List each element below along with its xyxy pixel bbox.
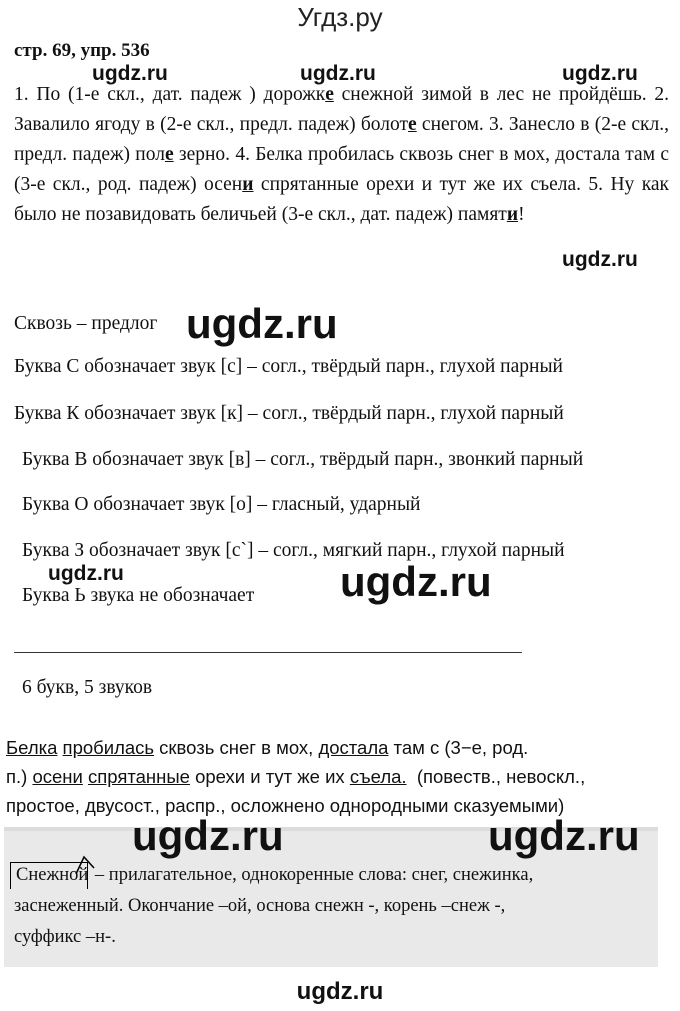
letter-sound-count: 6 букв, 5 звуков: [22, 677, 153, 698]
footer-watermark: ugdz.ru: [296, 978, 384, 1005]
watermark: ugdz.ru: [48, 562, 124, 585]
morpheme-marked-word: Снежной: [14, 860, 90, 891]
watermark: ugdz.ru: [488, 812, 640, 859]
word-analysis: Снежной – прилагательное, однокоренные слова: снег, снежинка, заснеженный. Окончание –ой, основа снежн -, корень –снеж -, суффикс –н-.: [14, 860, 634, 953]
phonetic-line: Буква О обозначает звук [о] – гласный, ударный: [22, 494, 421, 515]
exercise-text: 1. По (1-е скл., дат. падеж ) дорожке снежной зимой в лес не пройдёшь. 2. Завалило ягоду в (2-е скл., предл. падеж) болоте снегом. 3. Занесло в (2-е скл., предл. падеж) поле зерно. 4. Белка пробилась сквозь снег в мох, достала там с (3-е скл., род. падеж) осени спрятанные орехи и тут же их съела. 5. Ну как было не позавидовать беличьей (3-е скл., дат. падеж) памяти!: [14, 84, 670, 225]
site-title: Угдз.ру: [297, 2, 383, 32]
sentence-analysis: Белка пробилась сквозь снег в мох, достала там с (3−е, род. п.) осени спрятанные орехи и тут же их съела. (повеств., невоскл., простое, двусост., распр., осложнено однородными сказуемыми): [6, 737, 586, 816]
root-arc-icon: [74, 854, 96, 876]
watermark: ugdz.ru: [132, 812, 284, 859]
phonetic-line: Буква З обозначает звук [с`] – согл., мягкий парн., глухой парный: [22, 540, 565, 561]
watermark: ugdz.ru: [92, 62, 168, 85]
watermark: ugdz.ru: [300, 62, 376, 85]
phonetic-line: Буква Ь звука не обозначает: [22, 585, 255, 606]
watermark: ugdz.ru: [340, 558, 492, 605]
phonetic-line: Буква С обозначает звук [с] – согл., твёрдый парн., глухой парный: [14, 356, 563, 377]
exercise-reference: стр. 69, упр. 536: [14, 40, 150, 61]
phonetic-line: Буква В обозначает звук [в] – согл., твёрдый парн., звонкий парный: [22, 449, 584, 470]
watermark: ugdz.ru: [562, 248, 638, 271]
phonetic-line: Сквозь – предлог: [14, 313, 158, 334]
watermark: ugdz.ru: [562, 62, 638, 85]
watermark: ugdz.ru: [186, 300, 338, 347]
phonetic-line: Буква К обозначает звук [к] – согл., твёрдый парн., глухой парный: [14, 403, 564, 424]
divider: [14, 652, 522, 653]
